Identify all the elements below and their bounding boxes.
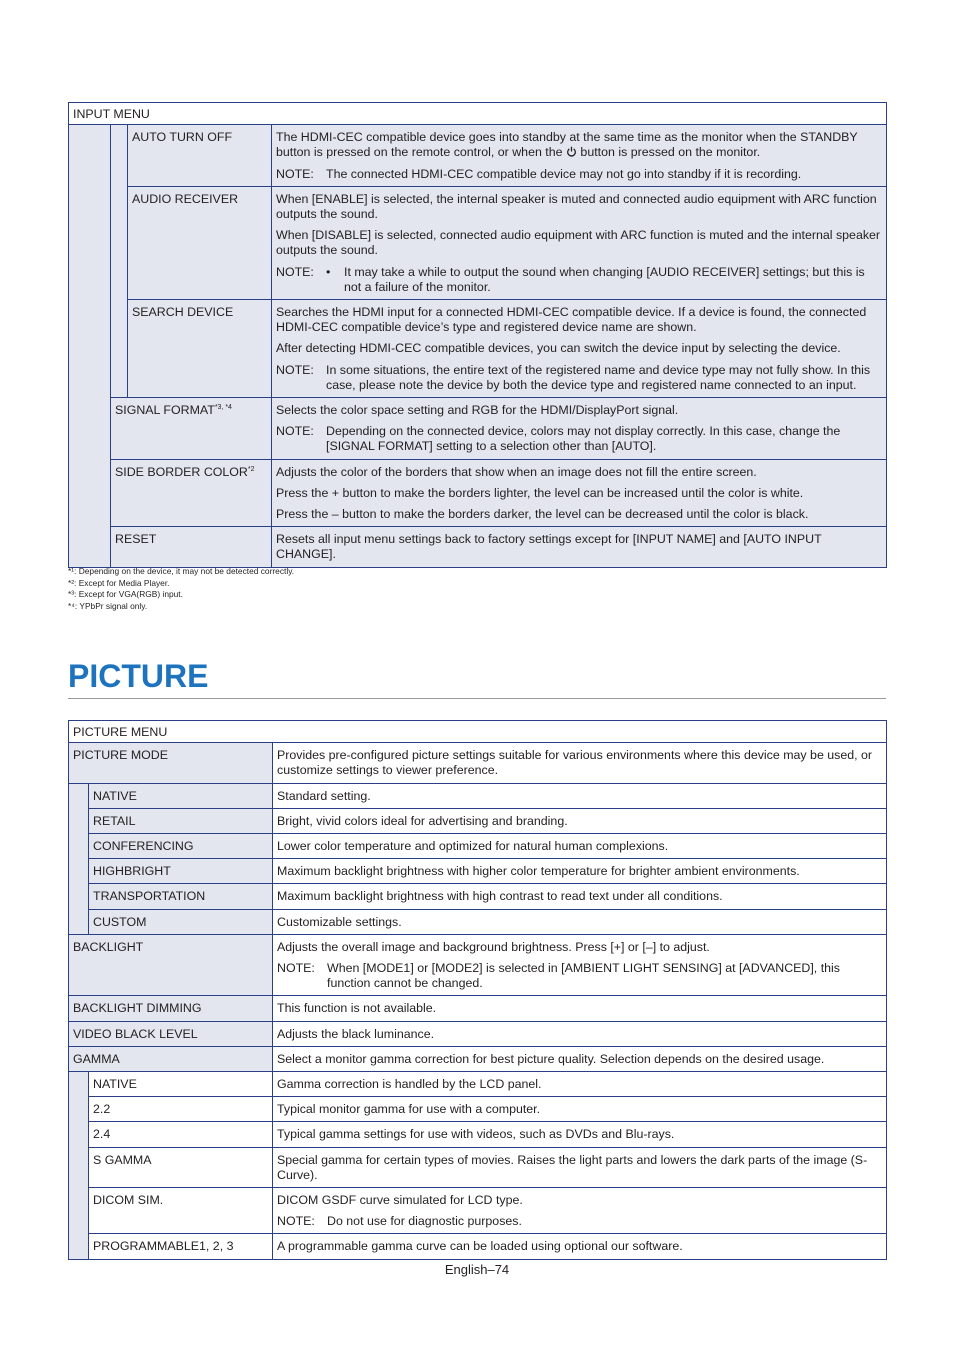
row-label-mode: CUSTOM — [89, 909, 273, 934]
row-desc-reset: Resets all input menu settings back to factory settings except for [INPUT NAME] and [AUTO INPUT CHANGE]. — [272, 527, 887, 567]
indent-cell — [69, 125, 111, 567]
row-desc-gamma-22: Typical monitor gamma for use with a computer. — [273, 1097, 887, 1122]
footnote: *⁴: YPbPr signal only. — [68, 600, 148, 611]
note: NOTE: • It may take a while to output the sound when changing [AUDIO RECEIVER] settings; but this is not a failure of the monitor. — [276, 264, 865, 294]
picture-menu-table — [68, 720, 887, 1260]
footnote: *²: Except for Media Player. — [68, 577, 170, 588]
row-desc-signal-format: Selects the color space setting and RGB for the HDMI/DisplayPort signal. NOTE: Depending on the connected device, colors may not display correctly. In this case, change the [SIGNAL FORMAT] setting to a selection other than [AUTO]. — [272, 398, 887, 460]
row-desc-gamma-24: Typical gamma settings for use with videos, such as DVDs and Blu-rays. — [273, 1122, 887, 1147]
row-desc-mode: Lower color temperature and optimized for natural human complexions. — [273, 834, 887, 859]
indent-cell — [69, 783, 89, 934]
row-desc-backlight-dimming: This function is not available. — [273, 996, 887, 1021]
row-label-mode: HIGHBRIGHT — [89, 859, 273, 884]
power-icon — [566, 146, 577, 157]
row-label-signal-format: SIGNAL $FORMAT^{*3, *4}$ — [111, 398, 272, 460]
row-label-side-border-color: SIDE BORDER COLOR$^{*2}$ — [111, 459, 272, 527]
row-desc-mode: Maximum backlight brightness with higher color temperature for brighter ambient environments. — [273, 859, 887, 884]
row-desc-picture-mode: Provides pre-configured picture settings suitable for various environments where this device may be used, or customize settings to viewer preference. — [273, 743, 887, 783]
row-label-gamma-22: 2.2 — [89, 1097, 273, 1122]
row-desc-mode: Bright, vivid colors ideal for advertising and branding. — [273, 808, 887, 833]
row-desc-dicom-sim: DICOM GSDF curve simulated for LCD type. NOTE: Do not use for diagnostic purposes. — [273, 1188, 887, 1234]
section-title: PICTURE — [68, 658, 209, 694]
indent-cell — [69, 1072, 89, 1260]
row-label-mode: CONFERENCING — [89, 834, 273, 859]
row-desc-mode: Customizable settings. — [273, 909, 887, 934]
row-label-gamma-native: NATIVE — [89, 1072, 273, 1097]
note: NOTE: When [MODE1] or [MODE2] is selected in [AMBIENT LIGHT SENSING] at [ADVANCED], this function cannot be changed. — [277, 961, 840, 991]
footnote: *³: Except for VGA(RGB) input. — [68, 589, 183, 599]
row-label-picture-mode: PICTURE MODE — [69, 743, 273, 783]
footnotes — [68, 566, 294, 612]
page-number: English–74 — [444, 1262, 510, 1277]
row-desc-side-border-color: Adjusts the color of the borders that show when an image does not fill the entire screen. Press the + button to make the borders lighter, the level can be increased until the color is white. Press the – button to make the borders darker, the level can be decreased until the color is black. — [272, 459, 887, 527]
note: NOTE: Depending on the connected device, colors may not display correctly. In this case, change the [SIGNAL FORMAT] setting to a selection other than [AUTO]. — [276, 424, 841, 454]
row-label-dicom-sim: DICOM SIM. — [89, 1188, 273, 1234]
row-label-gamma-24: 2.4 — [89, 1122, 273, 1147]
indent-cell — [111, 125, 128, 398]
input-menu-header: INPUT MENU — [69, 103, 887, 125]
row-label-backlight: BACKLIGHT — [69, 934, 273, 996]
row-desc-programmable: A programmable gamma curve can be loaded using optional our software. — [273, 1234, 887, 1259]
row-label-mode: RETAIL — [89, 808, 273, 833]
row-desc-gamma-native: Gamma correction is handled by the LCD panel. — [273, 1072, 887, 1097]
row-desc-mode: Standard setting. — [273, 783, 887, 808]
row-label-s-gamma: S GAMMA — [89, 1147, 273, 1187]
row-desc-mode: Maximum backlight brightness with high contrast to read text under all conditions. — [273, 884, 887, 909]
row-desc-audio-receiver: When [ENABLE] is selected, the internal speaker is muted and connected audio equipment with ARC function outputs the sound. When [DISABLE] is selected, connected audio equipment with ARC function is muted and the internal speaker outputs the sound. NOTE: • It may take a while to output the sound when changing [AUDIO RECEIVER] settings; but this is not a failure of the monitor. — [272, 186, 887, 299]
row-desc-search-device: Searches the HDMI input for a connected HDMI-CEC compatible device. If a device is found, the connected HDMI-CEC compatible device’s type and registered device name are shown. After detecting HDMI-CEC compatible devices, you can switch the device input by selecting the device. NOTE: In some situations, the entire text of the registered name and device type may not fully show. In this case, please note the device by both the device type and registered name connected to an input. — [272, 300, 887, 398]
row-desc-s-gamma: Special gamma for certain types of movies. Raises the light parts and lowers the dark parts of the image (S-Curve). — [273, 1147, 887, 1187]
note: NOTE: The connected HDMI-CEC compatible device may not go into standby if it is recording. — [276, 166, 802, 181]
note: NOTE: Do not use for diagnostic purposes. — [277, 1214, 522, 1229]
row-label-audio-receiver: AUDIO RECEIVER — [128, 186, 272, 299]
row-label-search-device: SEARCH DEVICE — [128, 300, 272, 398]
row-desc-video-black-level: Adjusts the black luminance. — [273, 1021, 887, 1046]
row-desc-gamma: Select a monitor gamma correction for best picture quality. Selection depends on the desired usage. — [273, 1046, 887, 1071]
row-desc-auto-turn-off: The HDMI-CEC compatible device goes into standby at the same time as the monitor when the STANDBY button is pressed on the remote control, or when the button is pressed on the monitor. NOTE: The connected HDMI-CEC compatible device may not go into standby if it is recording. — [272, 125, 887, 187]
row-label-video-black-level: VIDEO BLACK LEVEL — [69, 1021, 273, 1046]
row-label-reset: RESET — [111, 527, 272, 567]
note: NOTE: In some situations, the entire text of the registered name and device type may not fully show. In this case, please note the device by both the device type and registered name connected to an input. — [276, 362, 871, 392]
row-label-mode: TRANSPORTATION — [89, 884, 273, 909]
input-menu-table — [68, 102, 887, 568]
row-label-programmable: PROGRAMMABLE1, 2, 3 — [89, 1234, 273, 1259]
picture-menu-header: PICTURE MENU — [69, 721, 887, 743]
row-label-backlight-dimming: BACKLIGHT DIMMING — [69, 996, 273, 1021]
row-desc-backlight: Adjusts the overall image and background brightness. Press [+] or [–] to adjust. NOTE: When [MODE1] or [MODE2] is selected in [AMBIENT LIGHT SENSING] at [ADVANCED], this function cannot be changed. — [273, 934, 887, 996]
footnote: *¹: Depending on the device, it may not be detected correctly. — [68, 566, 295, 576]
title-divider — [68, 698, 886, 699]
row-label-auto-turn-off: AUTO TURN OFF — [128, 125, 272, 187]
row-label-mode: NATIVE — [89, 783, 273, 808]
row-label-gamma: GAMMA — [69, 1046, 273, 1071]
